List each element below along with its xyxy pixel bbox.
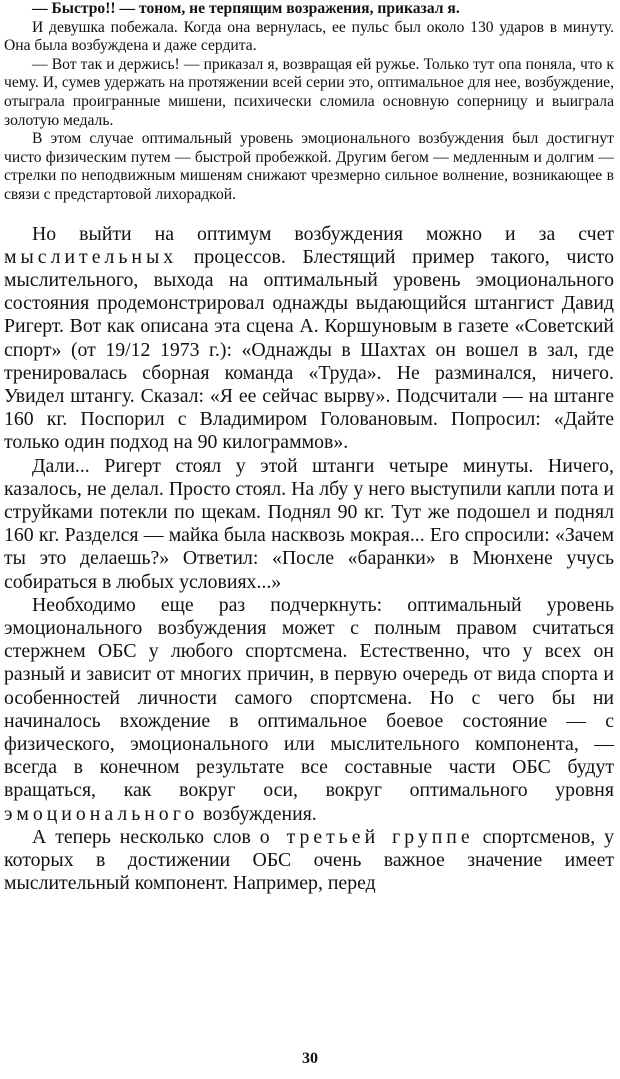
paragraph-4-rest: спортсменов, у которых в достижении ОБС очень важное значение имеет мыслительный компонент. Например, перед [4,825,615,895]
emphasized-word: эмоционального [4,802,199,825]
emphasized-word: мыслительных [4,245,178,268]
dialogue-line-3: — Вот так и держись! — приказал я, возвращая ей ружье. Только тут опа поняла, что к чему. И, сумев удержать на протяжении всей серии это, оптимальное для нее, возбуждение, отыграла проигранные мишени, психически сломила основную соперницу и выиграла золотую медаль. [4,55,614,129]
paragraph-2: Дали... Ригерт стоял у этой штанги четыре минуты. Ничего, казалось, не делал. Просто стоял. На лбу у него выступили капли пота и струйками потекли по щекам. Поднял 90 кг. Тут же подошел и поднял 160 кг. Разделся — майка была насквозь мокрая... Его спросили: «Зачем ты это делаешь?» Ответил: «После «баранки» в Мюнхене учусь собираться в любых условиях...» [4,454,614,593]
paragraph-1-start: Но выйти на оптимум возбуждения можно и за счет [32,222,614,245]
paragraph-1-rest: процессов. Блестящий пример такого, чисто мыслительного, выхода на оптимальный уровень эмоционального состояния продемонстрировал однажды выдающийся штангист Давид Ригерт. Вот как описана эта сцена А. Коршуновым в газете «Советский спорт» (от 19/12 1973 г.): «Однажды в Шахтах он вошел в зал, где тренировалась сборная команда «Труда». Не разминался, ничего. Увидел штангу. Сказал: «Я ее сейчас вырву». Подсчитали — на штанге 160 кг. Поспорил с Владимиром Головановым. Попросил: «Дайте только один подход на 90 килограммов». [4,245,614,454]
dialogue-line-2: И девушка побежала. Когда она вернулась, ее пульс был около 130 ударов в минуту. Она была возбуждена и даже сердита. [4,18,614,55]
paragraph-1 [4,223,614,455]
paragraph-3-end: возбуждения. [203,802,317,825]
dialogue-block [4,0,614,205]
paragraph-3 [4,594,614,826]
paragraph-4-start: А теперь несколько слов [32,825,251,848]
emphasized-phrase: о третьей группе [259,825,474,848]
main-text [4,223,614,896]
paragraph-3-start: Необходимо еще раз подчеркнуть: оптимальный уровень эмоционального возбуждения может с полным правом считаться стержнем ОБС у любого спортсмена. Естественно, что у всех он разный и зависит от многих причин, в первую очередь от вида спорта и особенностей личности самого спортсмена. Но с чего бы ни начиналось вхождение в оптимальное боевое состояние — с физического, эмоционального или мыслительного компонента, — всегда в конечном результате все составные части ОБС будут вращаться, как вокруг оси, вокруг оптимального уровня [4,593,614,802]
page-number: 30 [302,1050,318,1067]
dialogue-line-1: — Быстро!! — тоном, не терпящим возражения, приказал я. [32,0,460,17]
note-paragraph: В этом случае оптимальный уровень эмоционального возбуждения был достигнут чисто физическим путем — быстрой пробежкой. Другим бегом — медленным и долгим — стрелки по неподвижным мишеням снижают чрезмерно сильное волнение, возникающее в связи с предстартовой лихорадкой. [4,130,614,203]
section-gap [4,205,614,223]
paragraph-4 [4,826,614,896]
